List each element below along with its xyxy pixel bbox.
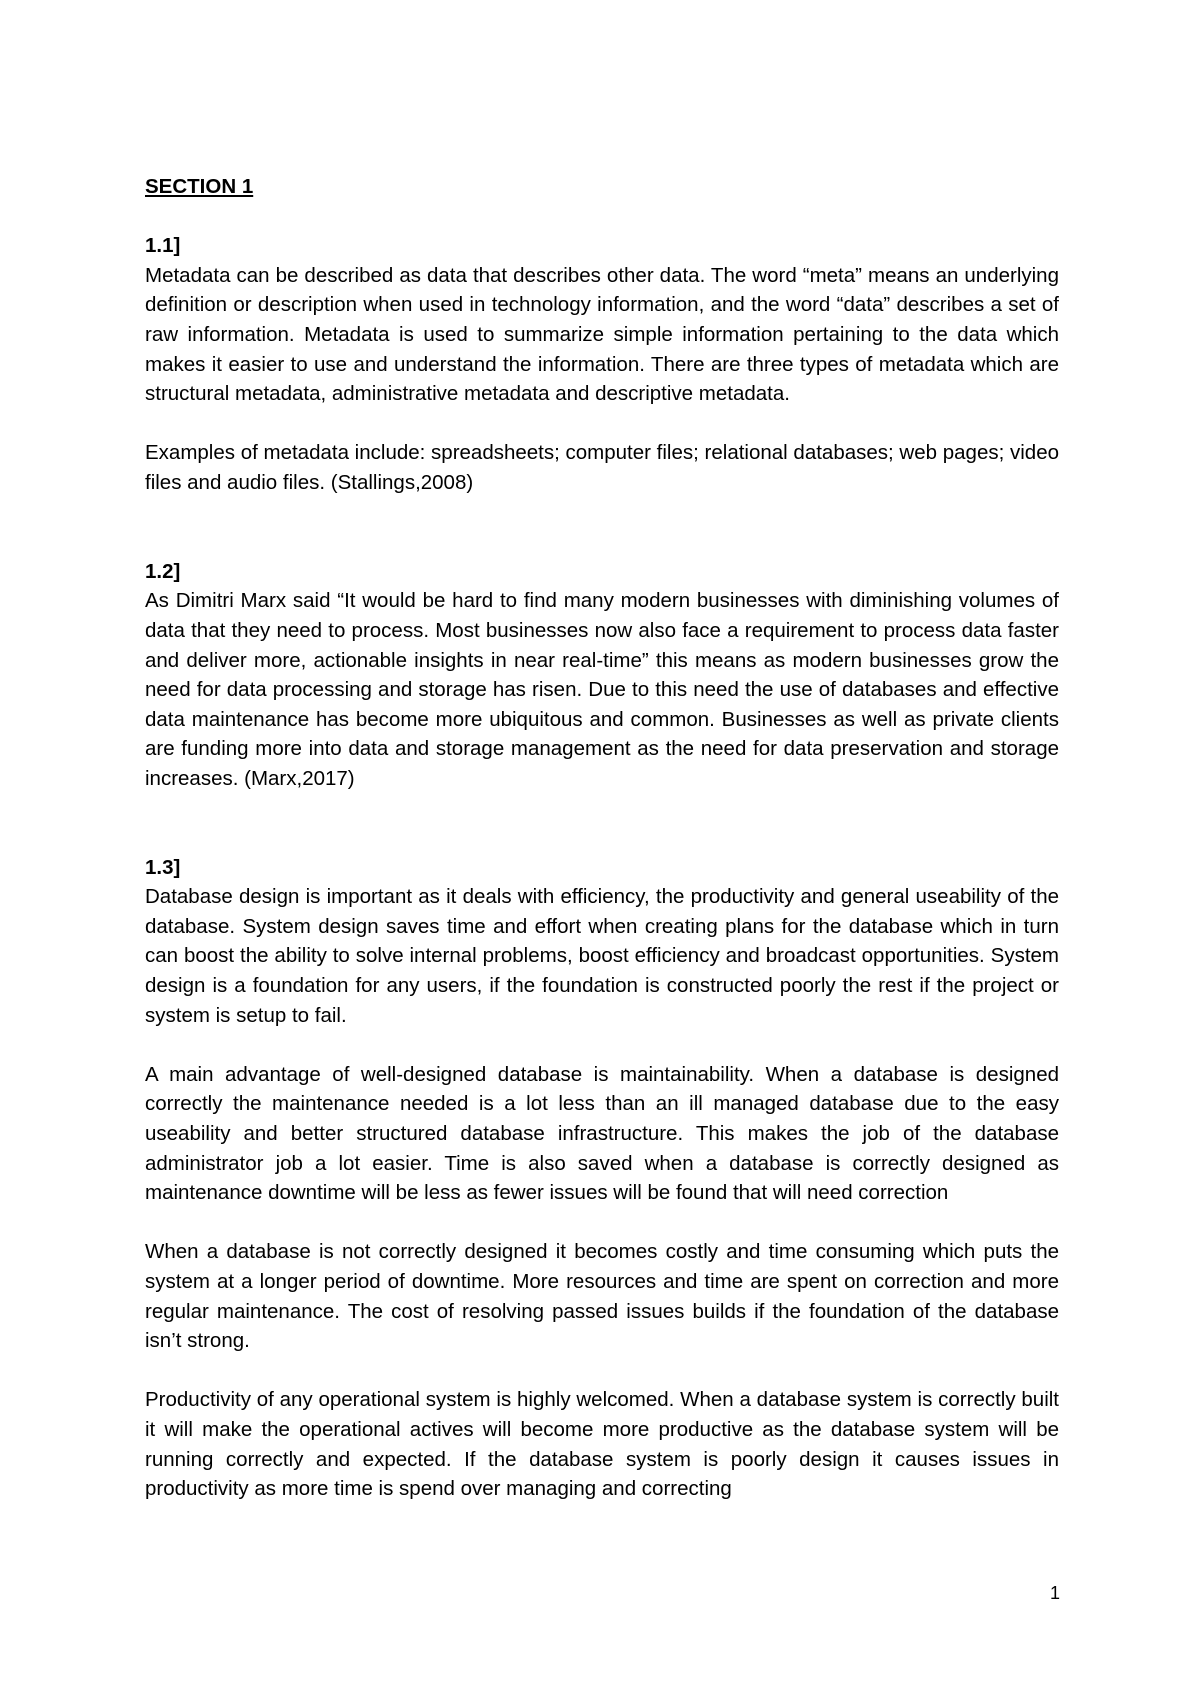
- heading-1-3: 1.3]: [145, 855, 181, 879]
- page-content: [145, 172, 1059, 1504]
- spacer: [145, 1356, 1059, 1386]
- heading-1-2: 1.2]: [145, 559, 181, 583]
- spacer: [145, 1030, 1059, 1060]
- paragraph-1-3-a: Database design is important as it deals with efficiency, the productivity and general useability of the database. System design saves time and effort when creating plans for the database which in turn can boost the ability to solve internal problems, boost efficiency and broadcast opportunities. System design is a foundation for any users, if the foundation is constructed poorly the rest if the project or system is setup to fail.: [145, 885, 1059, 1027]
- heading-1-1: 1.1]: [145, 234, 181, 258]
- spacer: [145, 793, 1059, 852]
- paragraph-1-1-a: Metadata can be described as data that describes other data. The word “meta” means an underlying definition or description when used in technology information, and the word “data” describes a set of raw information. Metadata is used to summarize simple information pertaining to the data which makes it easier to use and understand the information. There are three types of metadata which are structural metadata, administrative metadata and descriptive metadata.: [145, 263, 1059, 406]
- spacer: [145, 1208, 1059, 1238]
- paragraph-1-2-a: As Dimitri Marx said “It would be hard to find many modern businesses with diminishing volumes of data that they need to process. Most businesses now also face a requirement to process data faster and deliver more, actionable insights in near real-time” this means as modern businesses grow the need for data processing and storage has risen. Due to this need the use of databases and effective data maintenance has become more ubiquitous and common. Businesses as well as private clients are funding more into data and storage management as the need for data preservation and storage increases. (Marx,2017): [145, 589, 1059, 790]
- paragraph-1-3-d: Productivity of any operational system is highly welcomed. When a database system is correctly built it will make the operational actives will become more productive as the database system will be running correctly and expected. If the database system is poorly design it causes issues in productivity as more time is spend over managing and correcting: [145, 1388, 1059, 1501]
- spacer: [145, 202, 1059, 232]
- paragraph-1-3-c: When a database is not correctly designed it becomes costly and time consuming which puts the system at a longer period of downtime. More resources and time are spent on correction and more regular maintenance. The cost of resolving passed issues builds if the foundation of the database isn’t strong.: [145, 1240, 1059, 1353]
- spacer: [145, 498, 1059, 557]
- paragraph-1-1-b: Examples of metadata include: spreadsheets; computer files; relational databases; web pages; video files and audio files. (Stallings,2008): [145, 441, 1059, 494]
- section-title: SECTION 1: [145, 175, 254, 198]
- page-number: 1: [1049, 1583, 1060, 1603]
- paragraph-1-3-b: A main advantage of well-designed database is maintainability. When a database is designed correctly the maintenance needed is a lot less than an ill managed database due to the easy useability and better structured database infrastructure. This makes the job of the database administrator job a lot easier. Time is also saved when a database is correctly designed as maintenance downtime will be less as fewer issues will be found that will need correction: [145, 1062, 1059, 1205]
- spacer: [145, 409, 1059, 439]
